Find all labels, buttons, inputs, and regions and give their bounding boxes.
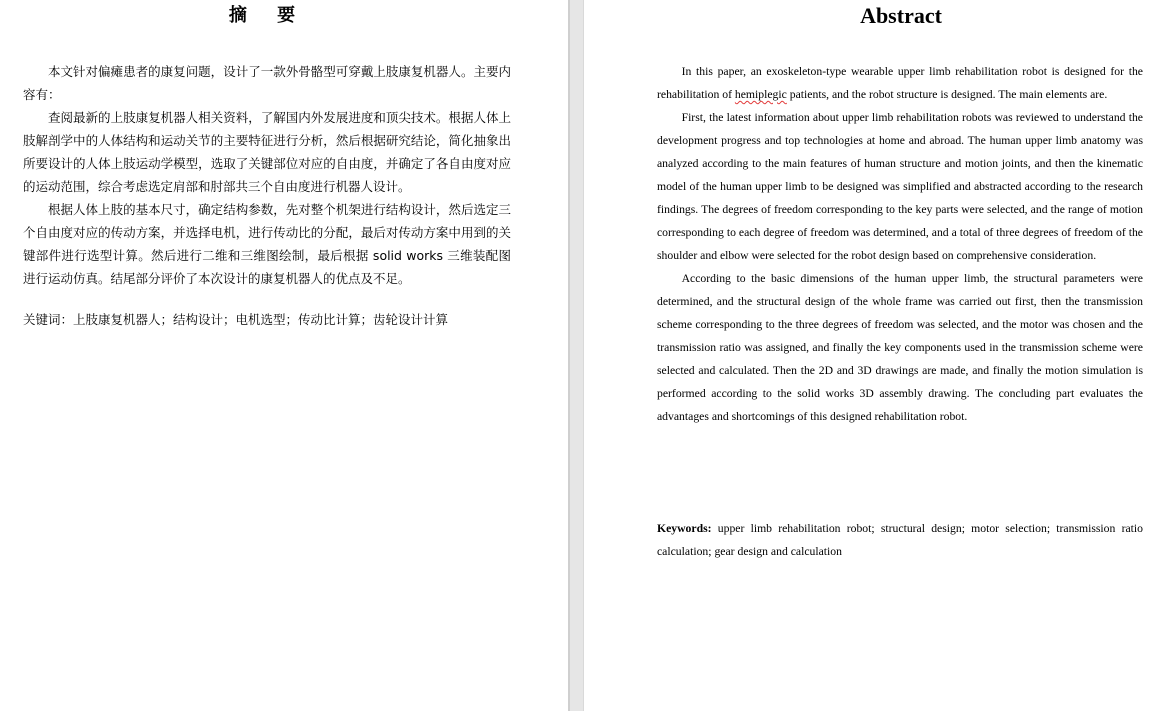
en-paragraph-1-start: In this paper, an exoskeleton-type wearable upper limb rehabilitation robot is designed for the rehabilitation of — [657, 65, 1143, 101]
en-abstract-body — [657, 60, 1143, 428]
cn-abstract-title: 摘 要 — [228, 5, 308, 26]
en-keywords — [657, 517, 1143, 563]
cn-paragraph-2: 查阅最新的上肢康复机器人相关资料，了解国内外发展进度和顶尖技术。根据人体上肢解剖学中的人体结构和运动关节的主要特征进行分析，然后根据研究结论，简化抽象出所要设计的人体上肢运动学模型，选取了关键部位对应的自由度，并确定了各自由度对应的运动范围，综合考虑选定肩部和肘部共三个自由度进行机器人设计。 — [23, 110, 511, 194]
cn-paragraph-1: 本文针对偏瘫患者的康复问题，设计了一款外骨骼型可穿戴上肢康复机器人。主要内容有： — [23, 64, 511, 102]
page-gap — [568, 0, 584, 711]
page-shadow-left — [568, 0, 570, 711]
cn-keywords: 关键词：上肢康复机器人；结构设计；电机选型；传动比计算；齿轮设计计算 — [23, 312, 449, 327]
cn-paragraph-3: 根据人体上肢的基本尺寸，确定结构参数，先对整个机架进行结构设计，然后选定三个自由度对应的传动方案，并选择电机，进行传动比的分配，最后对传动方案中用到的关键部件进行选型计算。然后进行二维和三维图绘制，最后根据 solid works 三维装配图进行运动仿真。结尾部分评价了本次设计的康复机器人的优点及不足。 — [23, 202, 511, 286]
page-chinese-abstract — [0, 0, 568, 711]
page-english-abstract — [584, 0, 1164, 711]
en-paragraph-1-end: patients, and the robot structure is designed. The main elements are. — [786, 88, 1108, 101]
en-paragraph-1 — [657, 60, 1143, 106]
en-keywords-text: upper limb rehabilitation robot; structural design; motor selection; transmission ratio calculation; gear design and calculation — [657, 522, 1143, 558]
cn-abstract-body — [23, 60, 511, 290]
en-paragraph-2: First, the latest information about upper limb rehabilitation robots was reviewed to understand the development progress and top technologies at home and abroad. The human upper limb anatomy was analyzed according to the main features of human structure and motion joints, and then the kinematic model of the human upper limb to be designed was simplified and abstracted according to the research findings. The degrees of freedom corresponding to the key parts were selected, and the range of motion corresponding to each degree of freedom was determined, and a total of three degrees of freedom of the shoulder and elbow were selected for the robot design based on comprehensive consideration. — [657, 111, 1143, 262]
en-keywords-label: Keywords: — [657, 522, 712, 535]
en-abstract-title: Abstract — [860, 3, 942, 28]
spelling-flagged-word[interactable]: hemiplegic — [734, 88, 787, 101]
en-paragraph-3: According to the basic dimensions of the human upper limb, the structural parameters were determined, and the structural design of the whole frame was carried out first, then the transmission scheme corresponding to the three degrees of freedom was selected, and the motor was chosen and the transmission ratio was assigned, and finally the key components used in the transmission scheme were selected and calculated. Then the 2D and 3D drawings are made, and finally the motion simulation is performed according to the solid works 3D assembly drawing. The concluding part evaluates the advantages and shortcomings of this designed rehabilitation robot. — [657, 272, 1143, 423]
